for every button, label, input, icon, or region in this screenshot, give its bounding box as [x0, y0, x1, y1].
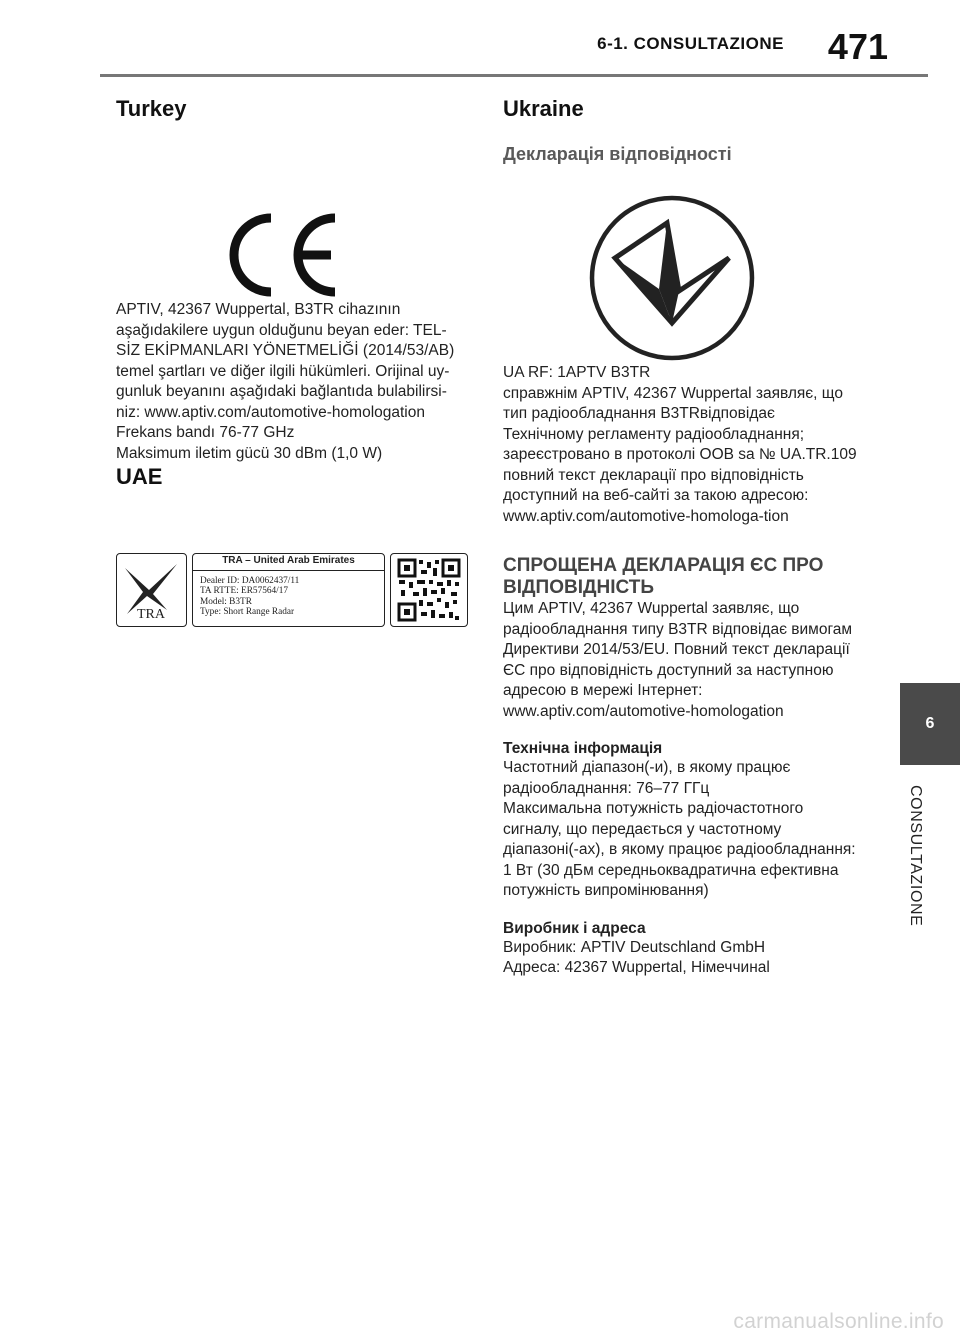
ukraine-address: Адреса: 42367 Wuppertal, Німеччинаl: [503, 959, 770, 976]
uae-title: UAE: [116, 464, 163, 489]
chapter-side-label: [885, 785, 945, 950]
tra-qr: [390, 553, 468, 627]
ukraine-manufacturer-heading: Виробник і адреса: [503, 919, 646, 937]
turkey-power: Maksimum iletim gücü 30 dBm (1,0 W): [116, 444, 383, 462]
chapter-tab[interactable]: [900, 683, 960, 765]
watermark: carmanualsonline.info: [733, 1310, 944, 1333]
tra-label: [116, 553, 468, 633]
tra-dealer-id: Dealer ID: DA0062437/11: [200, 575, 300, 586]
turkey-frequency: Frekans bandı 76-77 GHz: [116, 424, 295, 441]
ukraine-power: Максимальна потужність радіочастотного сигналу, що передається у частотному діапазоні(-ах), в якому працює радіообладнання: 1 Вт (30 дБм середньоквадратична ефективна потужність випромінювання): [503, 800, 856, 899]
ua-conformity-mark-icon: [587, 193, 757, 363]
tra-info-heading: TRA – United Arab Emirates: [193, 556, 384, 571]
chapter-side-label-text: CONSULTAZIONE: [907, 785, 924, 927]
chapter-tab-number: 6: [925, 715, 935, 732]
ukraine-tech-heading: Технічна інформація: [503, 740, 663, 757]
tra-type: Type: Short Range Radar: [200, 607, 295, 617]
page-number: 471: [827, 26, 888, 67]
ukraine-subtitle: Декларація відповідності: [503, 144, 732, 164]
ukraine-frequency: Частотний діапазон(-и), в якому працює радіообладнання: 76–77 ГГц: [503, 759, 791, 797]
ukraine-eu-text: Цим APTIV, 42367 Wuppertal заявляє, що радіообладнання типу B3TR відповідає вимогам Директиви 2014/53/EU. Повний текст декларації ЄС про відповідність доступний за наступною адресою в мережі Інтернет: www.aptiv.com/automotive-homologation: [503, 600, 853, 720]
tra-star-icon: [117, 554, 185, 624]
ukraine-manufacturer: Виробник: APTIV Deutschland GmbH: [503, 938, 766, 956]
ukraine-rf: UA RF: 1APTV B3TR: [503, 364, 651, 381]
ce-mark-icon: [229, 210, 343, 300]
section-title: 6-1. CONSULTAZIONE: [597, 34, 784, 53]
turkey-title: Turkey: [116, 96, 187, 121]
ukraine-title: Ukraine: [503, 96, 584, 121]
qr-code-icon: [397, 558, 461, 622]
header-divider: [100, 74, 928, 77]
left-column: [116, 96, 468, 633]
tra-logo-text: TRA: [137, 607, 165, 622]
tra-info: [192, 553, 385, 627]
tra-rtte: TA RTTE: ER57564/17: [200, 586, 289, 596]
turkey-declaration: APTIV, 42367 Wuppertal, B3TR cihazının aşağıdakilere uygun olduğunu beyan eder: TEL-SİZ EKİPMANLARI YÖNETMELİĞİ (2014/53/AB) temel şartları ve diğer ilgili hükümleri. Orijinal uy-gunluk beyanını aşağıdaki bağlantıda bulabilirsi-niz: www.aptiv.com/automotive-homologation: [116, 301, 455, 421]
right-column: [503, 96, 858, 979]
tra-logo: [116, 553, 187, 627]
tra-model: Model: B3TR: [200, 596, 252, 607]
ukraine-declaration: справжнім APTIV, 42367 Wuppertal заявляє, що тип радіообладнання B3TRвідповідає Технічному регламенту радіообладнання; зареєстровано в протоколі OOB sa № UA.TR.109 повний текст декларації про відповідність доступний на веб-сайті за такою адресою: www.aptiv.com/automotive-homologa-tion: [503, 384, 857, 525]
ukraine-eu-heading: СПРОЩЕНА ДЕКЛАРАЦІЯ ЄС ПРО ВІДПОВІДНІСТЬ: [503, 555, 824, 598]
